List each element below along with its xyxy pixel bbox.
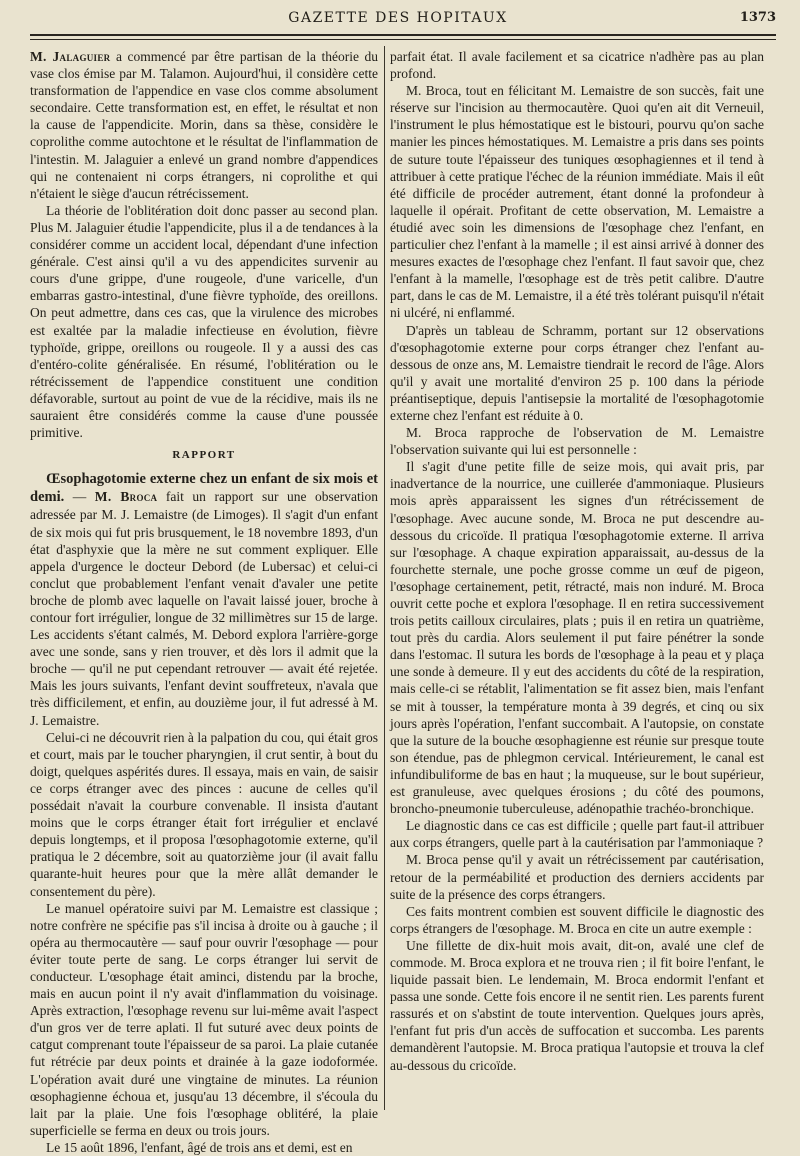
header-rule-thin (30, 39, 776, 40)
paragraph: M. Broca, tout en félicitant M. Lemaistre de son succès, fait une réserve sur l'incision au thermocautère. Quoi qu'en ait dit Verneuil, l'instrument le plus hémostatique est le bistouri, pourvu qu'on sache manier les pinces hémostatiques. M. Lemaistre a pris dans ses points de suture toute l'épaisseur des tuniques œsophagiennes et il tend à attribuer à cette pratique l'échec de la réunion immédiate. Mais il eût été difficile de procéder autrement, étant donné la profondeur à laquelle il opérait. Profitant de cette observation, M. Lemaistre a étudié avec soin les dimensions de l'œsophage chez l'enfant, en particulier chez l'enfant à la mamelle ; il est ainsi arrivé à donner des mesures exactes de l'œsophage chez l'enfant. Il faut savoir que, chez l'enfant à la mamelle, l'œsophage est de très petit calibre. D'autre part, dans le cas de M. Lemaistre, il a été très tolérant puisqu'il n'était ni ulcéré, ni enflammé. (390, 83, 764, 321)
paragraph: Celui-ci ne découvrit rien à la palpation du cou, qui était gros et court, mais par le toucher pharyngien, il crut sentir, à bout du doigt, quelques aspérités dures. Il essaya, mais en vain, de saisir ce corps étranger avec des pinces : aucune de celles qu'il possédait n'avait la courbure convenable. Il insista d'autant moins que le corps étranger était fort irrégulier et enclavé depuis longtemps, et il proposa l'œsophagotomie externe, qu'il pratiqua le 2 décembre, soit au quatorzième jour (il avait fallu quarante-huit heures pour que la mère allât demander le consentement du père). (30, 729, 378, 899)
paragraph: La théorie de l'oblitération doit donc passer au second plan. Plus M. Jalaguier étudie l'appendicite, plus il a de tendances à la considérer comme un accident local, dépendant d'une infection générale. C'est ainsi qu'il a vu des appendicites survenir au cours d'une grippe, d'une rougeole, d'une varicelle, d'un embarras gastro-intestinal, d'une fièvre typhoïde, des oreillons. On peut admettre, dans ces cas, que la virulence des microbes est exaltée par la maladie infectieuse en évolution, fièvre typhoïde, grippe, oreillons ou rougeole. Il y a aussi des cas d'entéro-colite généralisée. En résumé, l'oblitération ou le rétrécissement de l'appendice constituent une condition défavorable, surtout au point de vue de la récidive, mais ils ne sauraient être considérés comme la cause d'une poussée primitive. (30, 202, 378, 441)
paragraph: Le 15 août 1896, l'enfant, âgé de trois ans et demi, est en (46, 1139, 353, 1155)
speaker-name: M. Broca (94, 489, 158, 505)
journal-title: GAZETTE DES HOPITAUX (288, 10, 508, 26)
paragraph-text: a commencé par être partisan de la théorie du vase clos émise par M. Talamon. Aujourd'hui, il considère cette transformation de l'appendice en vase clos comme absolument secondaire. Cette transformation est, en effet, le résultat et non la cause de l'appendicite. Morin, dans sa thèse, considère le coprolithe comme autochtone et le résultat de l'inflammation de l'intestin. M. Jalaguier a enlevé un grand nombre d'appendices qui ne contenaient ni corps étrangers, ni coprolithe et qui n'étaient le siège d'aucun rétrécissement. (30, 49, 378, 201)
header-rule-thick (30, 34, 776, 36)
paragraph: Le diagnostic dans ce cas est difficile ; quelle part faut-il attribuer aux corps étrangers, quelle part à la cautérisation par l'ammoniaque ? (390, 818, 764, 851)
running-header (20, 8, 776, 32)
column-divider (384, 46, 385, 1110)
speaker-name: M. Jalaguier (30, 49, 111, 64)
paragraph: Le manuel opératoire suivi par M. Lemaistre est classique ; notre confrère ne spécifie pas s'il incisa à droite ou à gauche ; il opéra au thermocautère — sauf pour ouvrir l'œsophage — pour éviter toute perte de sang. Le corps étranger lui servit de conducteur. L'œsophage était aminci, distendu par la broche, mais en aucun point il n'y avait d'inflammation du voisinage. Après extraction, l'œsophage revenu sur lui-même avait l'aspect d'un gros ver de terre aplati. Il fut suturé avec deux points de catgut comprenant toute l'épaisseur de sa paroi. La plaie cutanée fut rétrécie par deux points et drainée à la gaze iodoformée. L'opération avait duré une vingtaine de minutes. La réunion œsophagienne échoua et, jusqu'au 13 décembre, il s'écoula du lait par la plaie. Une fois l'œsophage oblitéré, la plaie superficielle se ferma en deux ou trois jours. (30, 900, 378, 1138)
right-column (390, 48, 764, 1074)
paragraph: Ces faits montrent combien est souvent difficile le diagnostic des corps étrangers de l'œsophage. M. Broca en cite un autre exemple : (390, 903, 764, 936)
section-heading: RAPPORT (172, 449, 236, 462)
paragraph: Une fillette de dix-huit mois avait, dit-on, avalé une clef de commode. M. Broca explora et ne trouva rien ; il fit boire l'enfant, le liquide passait bien. Le lendemain, M. Broca endormit l'enfant et passa une sonde. Cette fois encore il ne sentit rien. Les parents furent rassurés et on s'abstint de toute intervention. Quelques jours après, l'enfant fut pris d'un accès de suffocation et succomba. Les parents demandèrent l'autopsie. M. Broca pratiqua l'autopsie et trouva la clef au-dessous du cricoïde. (390, 937, 764, 1073)
paragraph-text: fait un rapport sur une observation adressée par M. J. Lemaistre (de Limoges). Il s'agit d'un enfant de six mois qui fut pris brusquement, le 18 novembre 1893, d'un état d'asphyxie que la mère ne sut comment expliquer. Elle appela d'urgence le docteur Debord (de Lubersac) et celui-ci conclut que probablement l'enfant venait d'avaler une petite broche de plomb avec laquelle on l'avait laissé jouer, broche à contour fort irrégulier, longue de 32 millimètres sur 15 de large. Les accidents s'étant calmés, M. Debord explora l'arrière-gorge avec une sonde, sans y rien trouver, et dès lors il admit que la broche — qu'il ne put cependant retrouver — avait été rejetée. Mais les jours suivants, l'enfant devint souffreteux, n'avala que très difficilement, et enfin, au douzième jour, il fut adressé à M. J. Lemaistre. (30, 489, 378, 728)
paragraph: M. Broca pense qu'il y avait un rétrécissement par cautérisation, retour de la perméabilité et production des derniers accidents par suite de la présence des corps étrangers. (390, 852, 764, 902)
paragraph (30, 48, 378, 202)
paragraph: Il s'agit d'une petite fille de seize mois, qui avait pris, par inadvertance de la nourrice, une cuillerée d'ammoniaque. Plusieurs mois après apparaissent les signes d'un rétrécissement de l'œsophage. Avec aucune sonde, M. Broca ne put descendre au-dessous du cricoïde. Il pratiqua l'œsophagotomie externe. Il arriva sur l'œsophage. A chaque expiration apparaissait, au-dessus de la fourchette sternale, une poche grosse comme un œuf de pigeon, l'œsophage certainement, petit, rétracté, mais non induré. M. Broca ouvrit cette poche et explora l'œsophage. Il en retira successivement trois petits cailloux circulaires, plats ; puis il en retira un quatrième, tout près du cardia. Alors seulement il put faire pénétrer la sonde dans l'estomac. Il sutura les bords de l'œsophage à la peau et y plaça une sonde à demeure. Il y eut des accidents du côté de la respiration, mais celle-ci se rétablit, l'alimentation se fit assez bien, mais l'enfant se mit à tousser, la température monta à 39 degrés, et cinq ou six jours après l'opération, l'enfant succombait. A l'autopsie, on constate que la suture de la bouche œsophagienne est réunie sur presque toute son étendue, pas de phlegmon cervical. Intérieurement, le canal est infundibuliforme de bas en haut ; la muqueuse, sur le bout supérieur, est granuleuse, avec quelques érosions ; du côté des poumons, broncho-pneumonie tuberculeuse, adénopathie trachéo-bronchique. (390, 459, 764, 817)
paragraph: M. Broca rapproche de l'observation de M. Lemaistre l'observation suivante qui lui est personnelle : (390, 425, 764, 458)
paragraph: D'après un tableau de Schramm, portant sur 12 observations d'œsophagotomie externe pour corps étranger chez l'enfant au-dessous de onze ans, M. Lemaistre tiendrait le record de l'âge. Alors qu'il y avait une mortalité d'environ 25 p. 100 dans la période préantiseptique, depuis l'antisepsie la mortalité de l'œsophagotomie externe chez l'enfant est réduite à 0. (390, 322, 764, 423)
left-column (30, 48, 378, 1156)
paragraph (30, 470, 378, 728)
paragraph: parfait état. Il avale facilement et sa cicatrice n'adhère pas au plan profond. (390, 49, 764, 82)
dash: — (64, 489, 95, 505)
page-number: 1373 (739, 10, 776, 25)
article-title: Œsophagotomie externe chez un enfant de six mois et demi. (30, 471, 378, 506)
